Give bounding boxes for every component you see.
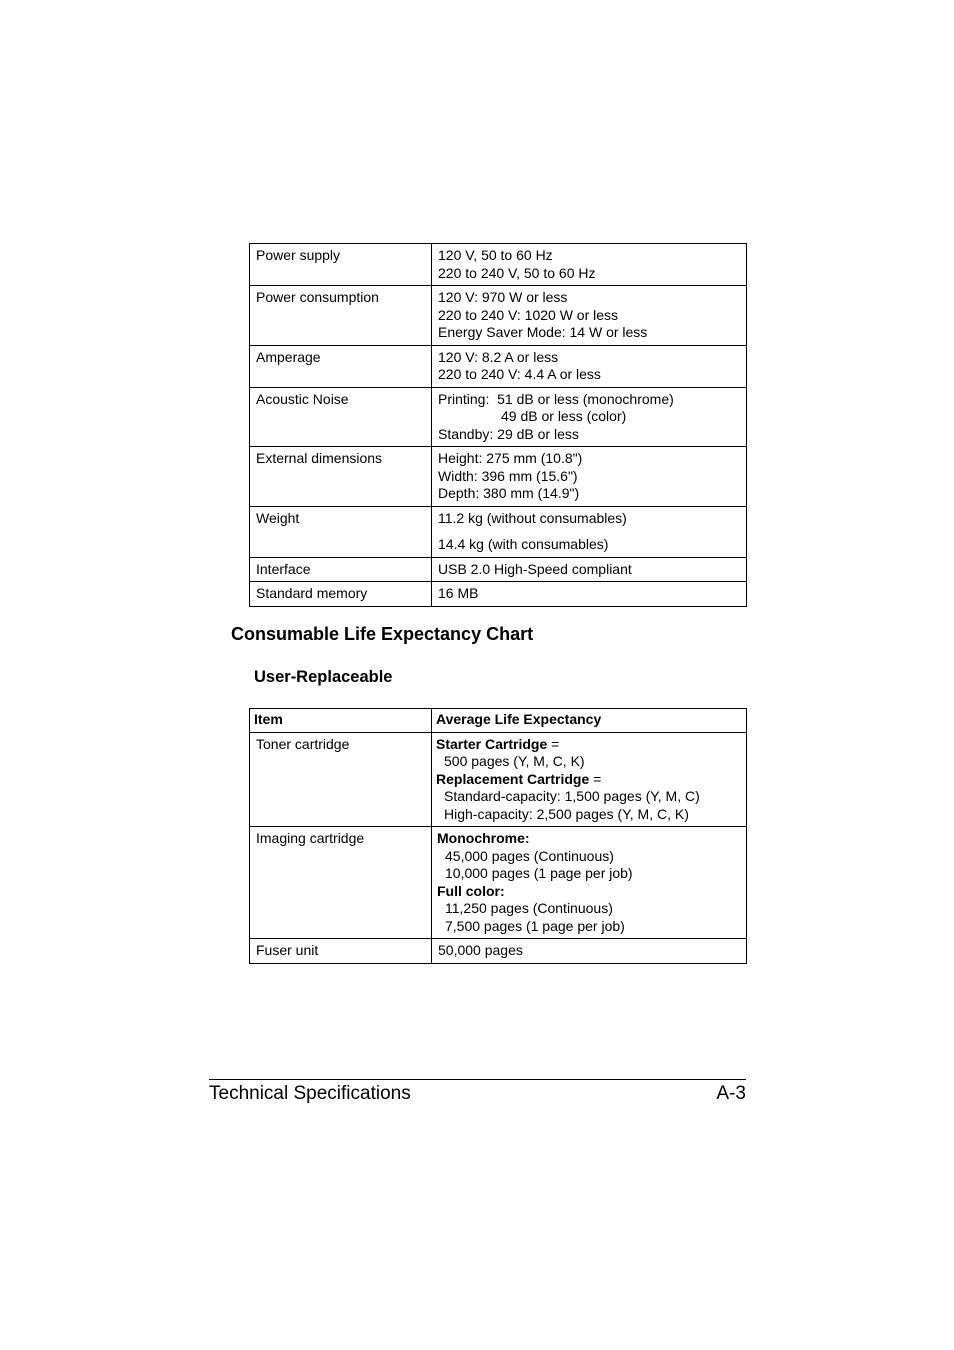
row-label: Power consumption: [250, 286, 432, 346]
row-label: Interface: [250, 557, 432, 582]
value-line: 7,500 pages (1 page per job): [445, 917, 625, 934]
value-line: 45,000 pages (Continuous): [445, 847, 614, 864]
table-row: [250, 447, 747, 507]
value-line: 120 V, 50 to 60 Hz: [438, 247, 553, 263]
value-line: 220 to 240 V: 4.4 A or less: [438, 366, 601, 382]
value-line: 11.2 kg (without consumables): [438, 509, 627, 526]
value-line: USB 2.0 High-Speed compliant: [438, 560, 632, 577]
replacement-line: [436, 771, 740, 789]
starter-line: [436, 736, 740, 754]
row-value: [432, 827, 747, 939]
value-line: 14.4 kg (with consumables): [438, 536, 609, 552]
starter-heading: Starter Cartridge: [436, 735, 548, 752]
column-header-life: Average Life Expectancy: [432, 709, 747, 733]
footer-title: Technical Specifications: [209, 1083, 411, 1104]
table-row: [250, 582, 747, 607]
value-line: Energy Saver Mode: 14 W or less: [438, 324, 648, 340]
value-line: Height: 275 mm (10.8"): [438, 450, 583, 466]
value-line: 16 MB: [438, 585, 479, 601]
row-label: External dimensions: [250, 447, 432, 507]
section-title: Consumable Life Expectancy Chart: [231, 624, 534, 644]
value-line: 10,000 pages (1 page per job): [445, 865, 633, 881]
row-label: Fuser unit: [250, 939, 432, 964]
footer-divider: [209, 1079, 746, 1080]
row-value: [432, 345, 747, 387]
table-row: [250, 827, 747, 939]
table-row: [250, 387, 747, 447]
table-row: [250, 345, 747, 387]
table-row: [250, 557, 747, 582]
specifications-table: [249, 243, 747, 607]
value-line: 220 to 240 V: 1020 W or less: [438, 306, 619, 323]
page-number: A-3: [716, 1083, 746, 1104]
spacer: [438, 527, 740, 536]
row-value: 50,000 pages: [432, 939, 747, 964]
subsection-title: User-Replaceable: [254, 668, 393, 686]
value-line: Printing: 51 dB or less (monochrome): [438, 390, 674, 407]
row-label: Power supply: [250, 244, 432, 286]
value-line: Width: 396 mm (15.6"): [438, 467, 578, 484]
value-line: High-capacity: 2,500 pages (Y, M, C, K): [444, 805, 689, 822]
row-label: Acoustic Noise: [250, 387, 432, 447]
row-value: [432, 447, 747, 507]
value-line: 49 dB or less (color): [501, 408, 627, 424]
table-row: [250, 506, 747, 557]
column-header-item: Item: [250, 709, 432, 733]
mono-heading: Monochrome:: [437, 830, 530, 846]
row-value: [432, 732, 747, 827]
table-row: [250, 732, 747, 827]
row-label: Toner cartridge: [250, 732, 432, 827]
row-label: Weight: [250, 506, 432, 557]
table-row: [250, 286, 747, 346]
row-value: [432, 387, 747, 447]
value-line: Standard-capacity: 1,500 pages (Y, M, C): [444, 788, 700, 804]
value-line: 11,250 pages (Continuous): [445, 900, 613, 916]
equals-sign: =: [589, 770, 602, 787]
value-line: Standby: 29 dB or less: [438, 425, 579, 442]
table-header-row: [250, 709, 747, 733]
value-line: 500 pages (Y, M, C, K): [444, 753, 585, 769]
table-row: [250, 939, 747, 964]
row-label: Standard memory: [250, 582, 432, 607]
value-line: 120 V: 970 W or less: [438, 289, 568, 305]
table-row: [250, 244, 747, 286]
row-value: [432, 244, 747, 286]
value-line: 220 to 240 V, 50 to 60 Hz: [438, 264, 596, 281]
color-heading: Full color:: [437, 882, 505, 899]
equals-sign: =: [547, 735, 560, 752]
value-line: Depth: 380 mm (14.9"): [438, 485, 580, 501]
life-expectancy-table: [249, 708, 747, 964]
row-value: [432, 557, 747, 582]
value-line: 120 V: 8.2 A or less: [438, 348, 559, 365]
replacement-heading: Replacement Cartridge: [436, 770, 590, 787]
row-value: [432, 506, 747, 557]
row-label: Amperage: [250, 345, 432, 387]
row-value: [432, 286, 747, 346]
row-value: [432, 582, 747, 607]
row-label: Imaging cartridge: [250, 827, 432, 939]
